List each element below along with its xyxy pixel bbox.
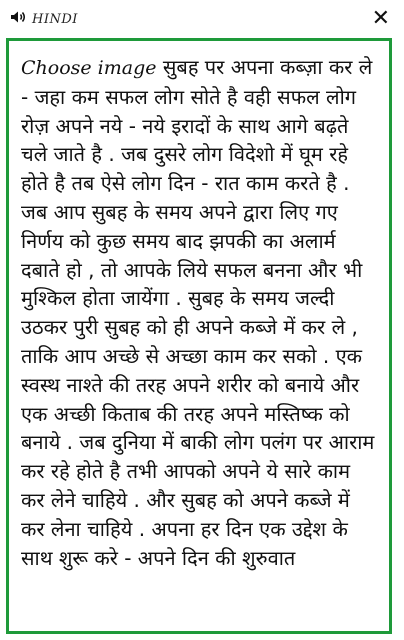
reading-text-block (9, 41, 389, 572)
speaker-icon[interactable] (10, 10, 26, 28)
choose-image-link[interactable]: Choose image (21, 57, 157, 79)
reading-panel (6, 38, 392, 634)
language-label: HINDI (32, 11, 78, 27)
top-bar (0, 0, 404, 40)
language-toggle[interactable] (10, 10, 78, 28)
close-icon[interactable]: ✕ (371, 6, 390, 31)
reading-text: सुबह पर अपना कब्ज़ा कर ले - जहा कम सफल लोग सोते है वही सफल लोग रोज़ अपने नये - नये इरादों के साथ आगे बढ़ते चले जाते है . जब दुसरे लोग विदेशो में घूम रहे होते है तब ऐसे लोग दिन - रात काम करते है . जब आप सुबह के समय अपने द्वारा लिए गए निर्णय को कुछ समय बाद झपकी का अलार्म दबाते हो , तो आपके लिये सफल बनना और भी मुश्किल होता जायेंगा . सुबह के समय जल्दी उठकर पुरी सुबह को ही अपने कब्जे में कर ले , ताकि आप अच्छे से अच्छा काम कर सको . एक स्वस्थ नाश्ते की तरह अपने शरीर को बनाये और एक अच्छी किताब की तरह अपने मस्तिष्क को बनाये . जब दुनिया में बाकी लोग पलंग पर आराम कर रहे होते है तभी आपको अपने ये सारे काम कर लेने चाहिये . और सुबह को अपने कब्जे में कर लेना चाहिये . अपना हर दिन एक उद्देश के साथ शुरू करे - अपने दिन की शुरुवात (21, 55, 375, 570)
